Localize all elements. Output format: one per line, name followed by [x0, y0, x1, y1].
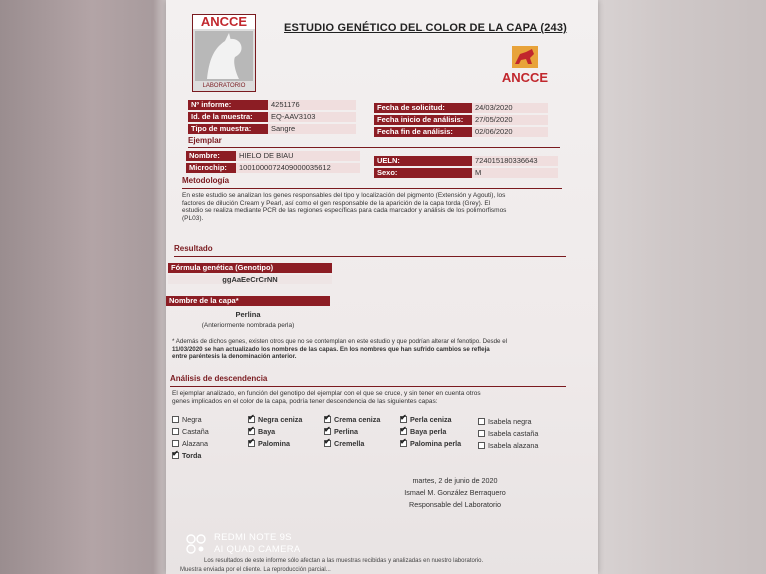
value-tipo-muestra: Sangre — [268, 124, 356, 134]
coat-option[interactable] — [172, 438, 208, 448]
label-sexo: Sexo: — [374, 168, 472, 178]
coat-option-label: Palomina perla — [410, 438, 462, 448]
coat-option[interactable] — [400, 426, 446, 436]
divider — [182, 188, 562, 189]
checkbox-checked[interactable] — [324, 440, 331, 447]
label-fecha-fin: Fecha fin de análisis: — [374, 127, 472, 137]
section-ejemplar: Ejemplar — [188, 136, 222, 145]
label-tipo-muestra: Tipo de muestra: — [188, 124, 268, 134]
divider — [188, 147, 560, 148]
text-line: entre paréntesis la denominación anterior. — [172, 353, 297, 361]
checkbox-checked[interactable] — [324, 428, 331, 435]
checkbox-checked[interactable] — [248, 416, 255, 423]
coat-option-label: Negra ceniza — [258, 414, 303, 424]
divider — [170, 386, 566, 387]
coat-option-label: Palomina — [258, 438, 290, 448]
coat-option-label: Perla ceniza — [410, 414, 452, 424]
text-line: * Además de dichos genes, existen otros que no se contemplan en este estudio y que podrían alterar el fenotipo. Desde el — [172, 338, 508, 345]
coat-option[interactable] — [478, 440, 538, 450]
coat-option-label: Cremella — [334, 438, 365, 448]
text-line: El ejemplar analizado, en función del genotipo del ejemplar con el que se cruce, y sin tener en cuenta otros — [172, 390, 481, 397]
horse-head-icon — [195, 31, 253, 81]
label-n-informe: Nº informe: — [188, 100, 268, 110]
watermark-model: REDMI NOTE 9S — [214, 532, 292, 543]
section-descendencia: Análisis de descendencia — [170, 374, 268, 383]
coat-option[interactable] — [324, 426, 358, 436]
coat-option[interactable] — [172, 426, 209, 436]
footnote — [172, 338, 572, 361]
coat-option[interactable] — [172, 414, 202, 424]
section-resultado: Resultado — [174, 244, 213, 253]
checkbox-unchecked[interactable] — [478, 442, 485, 449]
coat-option[interactable] — [400, 438, 461, 448]
text-line: 11/03/2020 se han actualizado los nombres de las capas. En los nombres que han sufrido cambios se refleja — [172, 345, 490, 353]
value-fecha-fin: 02/06/2020 — [472, 127, 548, 137]
checkbox-checked[interactable] — [172, 452, 179, 459]
camera-lens-icon — [186, 534, 206, 554]
label-microchip: Microchip: — [186, 163, 236, 173]
descendencia-text — [172, 390, 572, 405]
checkbox-unchecked[interactable] — [172, 428, 179, 435]
value-fecha-inicio: 27/05/2020 — [472, 115, 548, 125]
checkbox-checked[interactable] — [248, 440, 255, 447]
value-id-muestra: EQ-AAV3103 — [268, 112, 356, 122]
text-line: factores de dilución Cream y Pearl, así como el gen responsable de la aparición de la capa torda (Grey). El — [182, 199, 491, 207]
document-title: ESTUDIO GENÉTICO DEL COLOR DE LA CAPA (243) — [284, 22, 568, 34]
checkbox-unchecked[interactable] — [478, 430, 485, 437]
section-metodologia: Metodología — [182, 176, 230, 185]
checkbox-checked[interactable] — [248, 428, 255, 435]
checkbox-unchecked[interactable] — [172, 416, 179, 423]
text-line: genes implicados en el color de la capa, podría tener descendencia de las siguientes capas: — [172, 397, 438, 405]
label-ueln: UELN: — [374, 156, 472, 166]
label-fecha-inicio: Fecha inicio de análisis: — [374, 115, 472, 125]
watermark-camera: AI QUAD CAMERA — [214, 544, 301, 555]
value-fecha-solicitud: 24/03/2020 — [472, 103, 548, 113]
coat-option[interactable] — [478, 416, 532, 426]
checkbox-checked[interactable] — [400, 428, 407, 435]
coat-option-label: Crema ceniza — [334, 414, 381, 424]
signature-role: Responsable del Laboratorio — [409, 500, 501, 509]
value-ueln: 724015180336643 — [472, 156, 558, 166]
coat-option-label: Baya — [258, 426, 276, 436]
label-nombre: Nombre: — [186, 151, 236, 161]
document-page — [166, 0, 598, 574]
logo-left-subtext: LABORATORIO — [202, 83, 246, 89]
text-line: estudio se realiza mediante PCR de las regiones específicas para cada marcador y análisis de los polimorfismos — [182, 207, 507, 215]
value-nombre: HIELO DE BIAU — [236, 151, 360, 161]
coat-option[interactable] — [400, 414, 452, 424]
footer-note: Los resultados de este informe sólo afectan a las muestras recibidas y analizadas en nuestro laboratorio. — [204, 558, 484, 564]
horse-emblem-icon — [512, 46, 538, 68]
footer-note-2: Muestra enviada por el cliente. La reproducción parcial... — [180, 567, 331, 573]
coat-option-label: Torda — [182, 450, 202, 460]
coat-option-label: Isabela castaña — [488, 428, 539, 438]
background-right — [596, 0, 766, 574]
checkbox-unchecked[interactable] — [478, 418, 485, 425]
value-nombre-capa: Perlina — [235, 310, 261, 319]
capa-note: (Anteriormente nombrada perla) — [201, 322, 295, 329]
value-microchip: 1001000072409000035612 — [236, 163, 360, 173]
checkbox-checked[interactable] — [400, 416, 407, 423]
checkbox-unchecked[interactable] — [172, 440, 179, 447]
checkbox-checked[interactable] — [324, 416, 331, 423]
label-nombre-capa: Nombre de la capa* — [166, 296, 330, 306]
coat-option[interactable] — [324, 414, 380, 424]
divider — [174, 256, 566, 257]
coat-option[interactable] — [324, 438, 364, 448]
metodologia-text — [182, 192, 582, 222]
coat-option-label: Isabela alazana — [488, 440, 539, 450]
logo-right-text: ANCCE — [501, 70, 549, 85]
label-fecha-solicitud: Fecha de solicitud: — [374, 103, 472, 113]
coat-option-label: Negra — [182, 414, 202, 424]
coat-option-label: Alazana — [182, 438, 208, 448]
signature-date: martes, 2 de junio de 2020 — [412, 476, 498, 485]
coat-option[interactable] — [248, 438, 290, 448]
ancce-logo — [496, 46, 554, 90]
value-n-informe: 4251176 — [268, 100, 356, 110]
checkbox-checked[interactable] — [400, 440, 407, 447]
text-line: En este estudio se analizan los genes responsables del tipo y localización del pigmento (Extensión y Agouti), los — [182, 192, 506, 199]
label-formula-genetica: Fórmula genética (Genotipo) — [168, 263, 332, 273]
label-id-muestra: Id. de la muestra: — [188, 112, 268, 122]
coat-option-label: Castaña — [182, 426, 209, 436]
coat-option[interactable] — [248, 426, 275, 436]
text-line: (PL03). — [182, 214, 204, 222]
coat-option-label: Perlina — [334, 426, 358, 436]
logo-left-text: ANCCE — [193, 15, 255, 29]
coat-option[interactable] — [478, 428, 538, 438]
signature-name: Ismael M. González Berraquero — [404, 488, 506, 497]
coat-option-label: Isabela negra — [488, 416, 532, 426]
value-sexo: M — [472, 168, 558, 178]
coat-option-label: Baya perla — [410, 426, 447, 436]
camera-watermark — [186, 532, 301, 556]
coat-option[interactable] — [172, 450, 201, 460]
ancce-laboratorio-logo — [192, 14, 256, 92]
coat-option[interactable] — [248, 414, 302, 424]
value-formula-genetica: ggAaEeCrCrNN — [168, 275, 332, 284]
